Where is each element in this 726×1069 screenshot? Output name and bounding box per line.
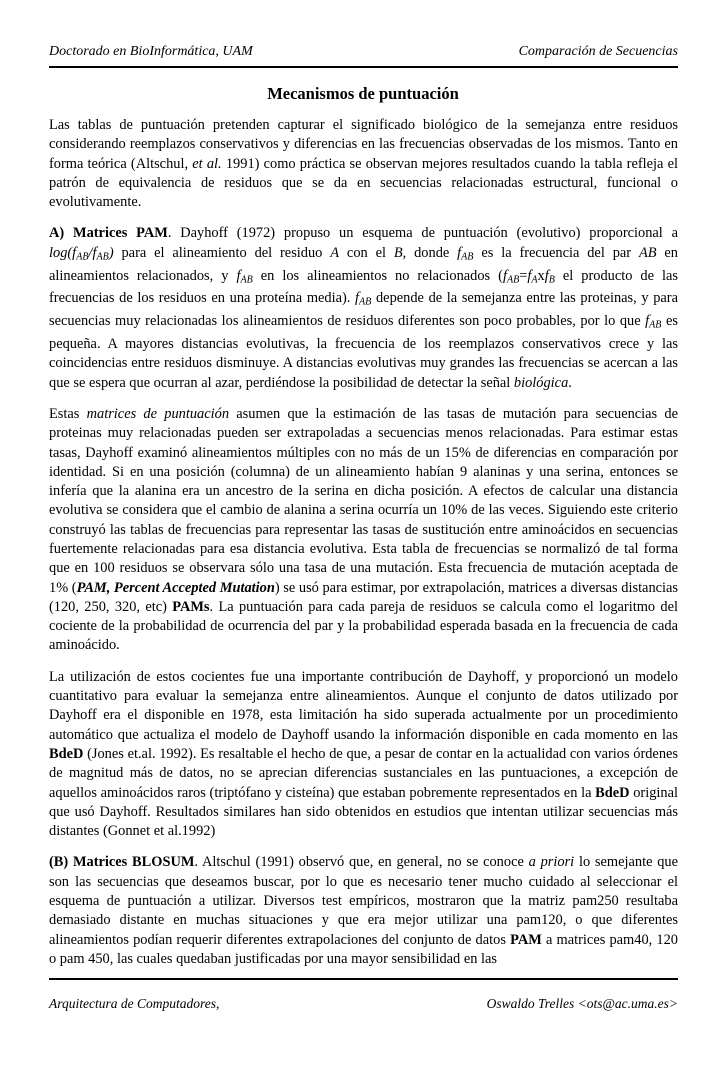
page-title: Mecanismos de puntuación <box>267 84 459 103</box>
header-left-text: Doctorado en BioInformática, UAM <box>49 44 253 59</box>
header-right-text: Comparación de Secuencias <box>518 44 678 59</box>
paragraph: A) Matrices PAM. Dayhoff (1972) propuso un esquema de puntuación (evolutivo) proporcional a log(fAB/fAB) para el alineamiento del residuo A con el B, donde fAB es la frecuencia del par AB en alineamientos relacionados, y fAB en los alineamientos no relacionados (fAB=fAxfB el producto de las frecuencias de los residuos en una proteína media). fAB depende de la semejanza entre las proteinas, y para secuencias muy relacionadas los alineamientos de residuos diferentes son poco probables, por lo que fAB es pequeña. A mayores distancias evolutivas, la frecuencia de los reemplazos conservativos crece y las coincidencias entre residuos disminuye. A distancias evolutivas muy grandes las frecuencias se acercan a las que se espera que ocurran al azar, perdiéndose la posibilidad de detectar la señal biológica. <box>49 225 679 391</box>
paragraph: Estas matrices de puntuación asumen que la estimación de las tasas de mutación para secuencias de proteinas muy relacionadas pueden ser extrapoladas a secuencias menos relacionadas. Para estimar estas tasas, Dayhoff examinó alineamientos múltiples con no más de un 15% de diferencias en comparación por identidad. Si en una posición (columna) de un alineamiento habían 9 alaninas y una serina, entonces se infería que la alanina era un ancestro de la serina en dicha posición. A efectos de calcular una distancia evolutiva se considera que el cambio de alanina a serina ocurría un 10% de las veces. Siguiendo este criterio construyó las tablas de frecuencias para representar las tasas de sustitución entre aminoácidos en secuencias fuertemente relacionadas para esa distancia evolutiva. Esta tabla de frecuencias se normalizó de tal forma que en 100 residuos se observara sólo una tasa de una mutación. Esta frecuencia de mutación aceptada de 1% (PAM, Percent Accepted Mutation) se usó para estimar, por extrapolación, matrices a diversas distancias (120, 250, 320, etc) PAMs. La puntuación para cada pareja de residuos se calcula como el logaritmo del cociente de la probabilidad de ocurrencia del par y la probabilidad esperada basada en la frecuencia de cada aminoácido. <box>49 405 679 654</box>
page-footer <box>49 996 678 1012</box>
footer-right-text: Oswaldo Trelles <ots@ac.uma.es> <box>486 996 678 1011</box>
paragraph: La utilización de estos cocientes fue una importante contribución de Dayhoff, y proporcionó un modelo cuantitativo para evaluar la semejanza entre alineamientos. Aunque el conjunto de datos utilizado por Dayhoff era el disponible en 1978, esta limitación ha sido superada actualmente por un procedimiento automático que actualiza el modelo de Dayhoff usando la información disponible en cada momento en las BdeD (Jones et.al. 1992). Es resaltable el hecho de que, a pesar de contar en la actualidad con varios órdenes de magnitud más de datos, no se aprecian diferencias sustanciales en las puntuaciones, a excepción de aquellos aminoácidos raros (triptófano y cisteína) que estaban pobremente representados en la BdeD original que usó Dayhoff. Resultados similares han sido obtenidos en estudios que intentan utilizar secuencias más distantes (Gonnet et al.1992) <box>49 668 678 840</box>
paragraph: Las tablas de puntuación pretenden capturar el significado biológico de la semejanza entre residuos considerando reemplazos conservativos y diferencias en las frecuencias observadas de los mismos. Tanto en forma teórica (Altschul, et al. 1991) como práctica se observan mejores resultados cuando la tabla refleja el patrón de equivalencia de residuos que se da en secuencias relacionadas estructural, funcional o evolutivamente. <box>49 117 678 211</box>
paragraph: (B) Matrices BLOSUM. Altschul (1991) observó que, en general, no se conoce a priori lo semejante que son las secuencias que deseamos buscar, por lo que es necesario tener mucho cuidado al seleccionar el esquema de puntuación a utilizar. Diversos test empíricos, mostraron que la matriz pam250 resultaba demasiado distante en muchas situaciones y que era mejor utilizar una pam120, o que diferentes alineamientos podían requerir diferentes extrapolaciones del conjunto de datos PAM a matrices pam40, 120 o pam 450, las cuales quedaban justificadas por una mayor sensibilidad en las <box>49 854 678 967</box>
page-header <box>49 44 678 60</box>
document-body <box>49 116 678 981</box>
header-rule <box>49 66 678 68</box>
footer-left-text: Arquitectura de Computadores, <box>49 996 220 1011</box>
footer-rule <box>49 978 678 980</box>
